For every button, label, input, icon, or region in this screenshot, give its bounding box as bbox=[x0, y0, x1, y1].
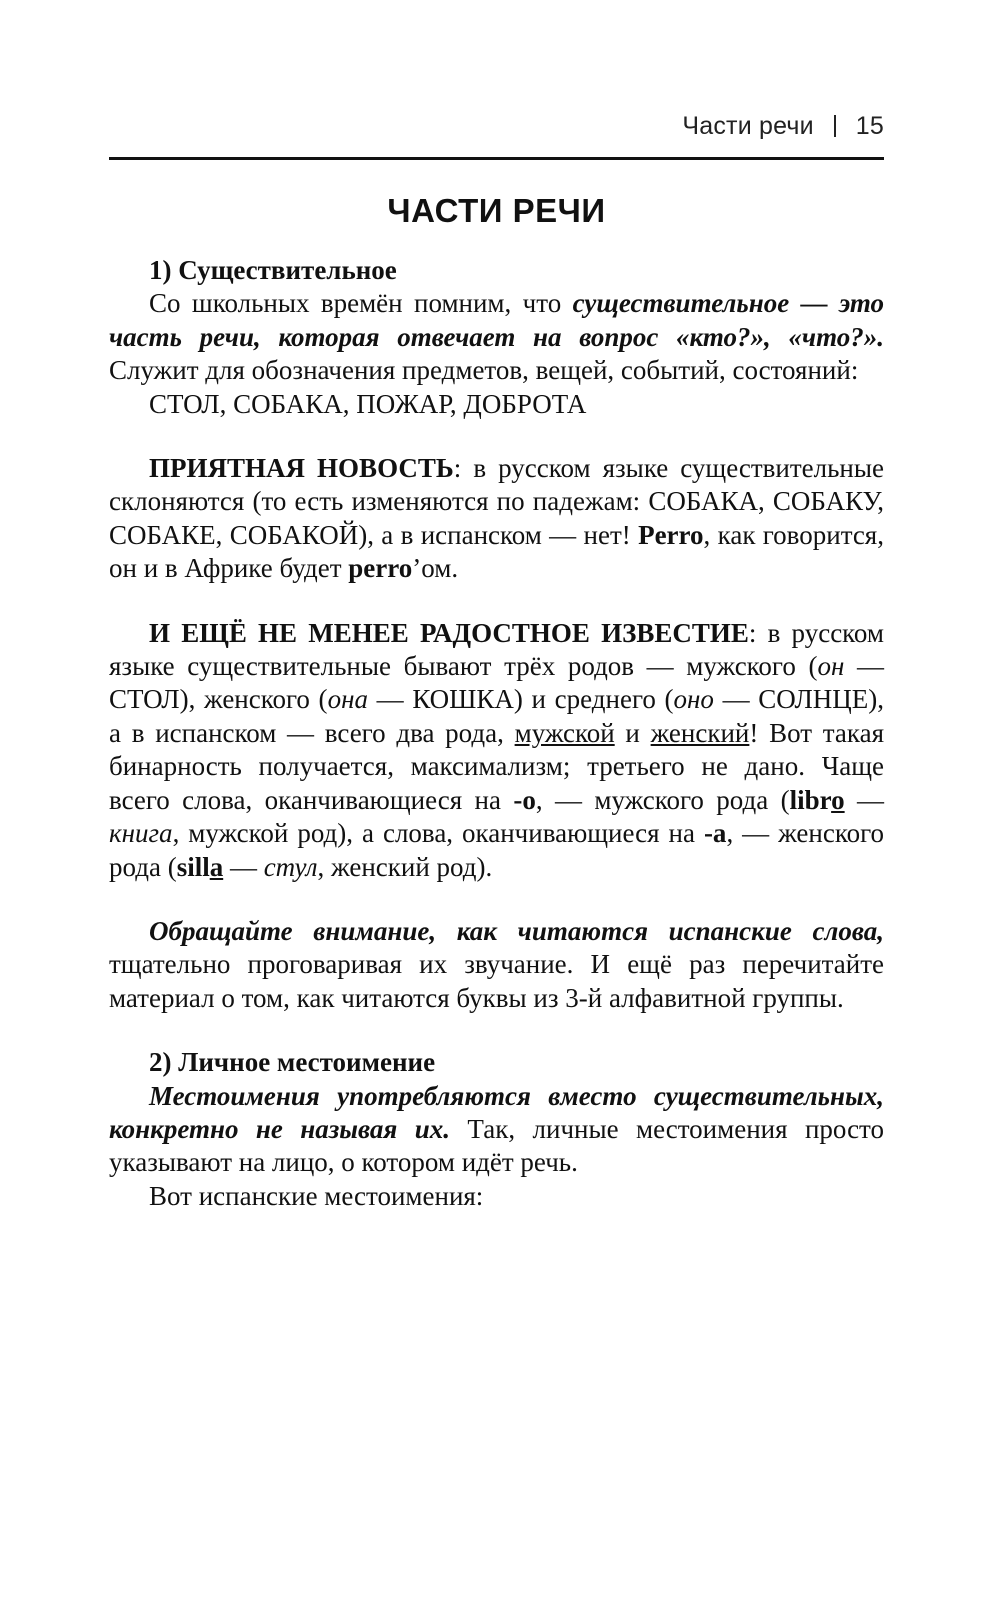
section-heading-noun: 1) Существительное bbox=[149, 255, 397, 285]
noun-definition: существительное — это часть речи, которая отвечает на вопрос «кто?», «что?». bbox=[109, 288, 884, 352]
header-separator bbox=[834, 115, 836, 137]
chapter-title: ЧАСТИ РЕЧИ bbox=[387, 192, 606, 229]
paragraph-pronunciation-tip: Обращайте внимание, как читаются испанские слова, тщательно проговаривая их звучание. И ещё раз перечитайте материал о том, как читаются буквы из 3-й алфавитной группы. bbox=[109, 915, 884, 1013]
paragraph-gender: И ЕЩЁ НЕ МЕНЕЕ РАДОСТНОЕ ИЗВЕСТИЕ: в русском языке существительные бывают трёх родов — мужского (он — СТОЛ), женского (она — КОШКА) и среднего (оно — СОЛНЦЕ), а в испанском — всего два рода, мужской и женский! Вот такая бинарность получается, максимализм; третьего не дано. Чаще всего слова, оканчивающиеся на -о, — мужского рода (libro — книга, мужской род), а слова, оканчивающиеся на -а, — женского рода (silla — стул, женский род). bbox=[109, 617, 885, 882]
paragraph-good-news: ПРИЯТНАЯ НОВОСТЬ: в русском языке существительные склоняются (то есть изменяются по падежам: СОБАКА, СОБАКУ, СОБАКЕ, СОБАКОЙ), а в испанском — нет! Perro, как говорится, он и в Африке будет perro’ом. bbox=[109, 453, 884, 584]
gender-lead: И ЕЩЁ НЕ МЕНЕЕ РАДОСТНОЕ ИЗВЕСТИЕ bbox=[149, 617, 749, 648]
paragraph-pronoun-intro: Вот испанские местоимения: bbox=[149, 1180, 484, 1211]
section-heading-pronoun: 2) Личное местоимение bbox=[149, 1047, 436, 1078]
paragraph-noun-definition: Со школьных времён помним, что существительное — это часть речи, которая отвечает на вопрос «кто?», «что?». Служит для обозначения предметов, вещей, событий, состояний: bbox=[109, 288, 884, 386]
pronoun-definition: Местоимения употребляются вместо существительных, конкретно не называя их. bbox=[109, 1080, 884, 1144]
good-news-lead: ПРИЯТНАЯ НОВОСТЬ bbox=[149, 453, 454, 484]
paragraph-noun-examples: СТОЛ, СОБАКА, ПОЖАР, ДОБРОТА bbox=[149, 388, 587, 419]
header-rule bbox=[109, 157, 884, 160]
pronunciation-tip-lead: Обращайте внимание, как читаются испанские слова, bbox=[149, 915, 884, 946]
page-number: 15 bbox=[855, 112, 884, 140]
running-title: Части речи bbox=[682, 112, 814, 140]
paragraph-pronoun-definition: Местоимения употребляются вместо существительных, конкретно не называя их. Так, личные местоимения просто указывают на лицо, о котором идёт речь. bbox=[109, 1080, 884, 1178]
main-text bbox=[109, 254, 884, 1213]
running-header bbox=[682, 112, 884, 141]
